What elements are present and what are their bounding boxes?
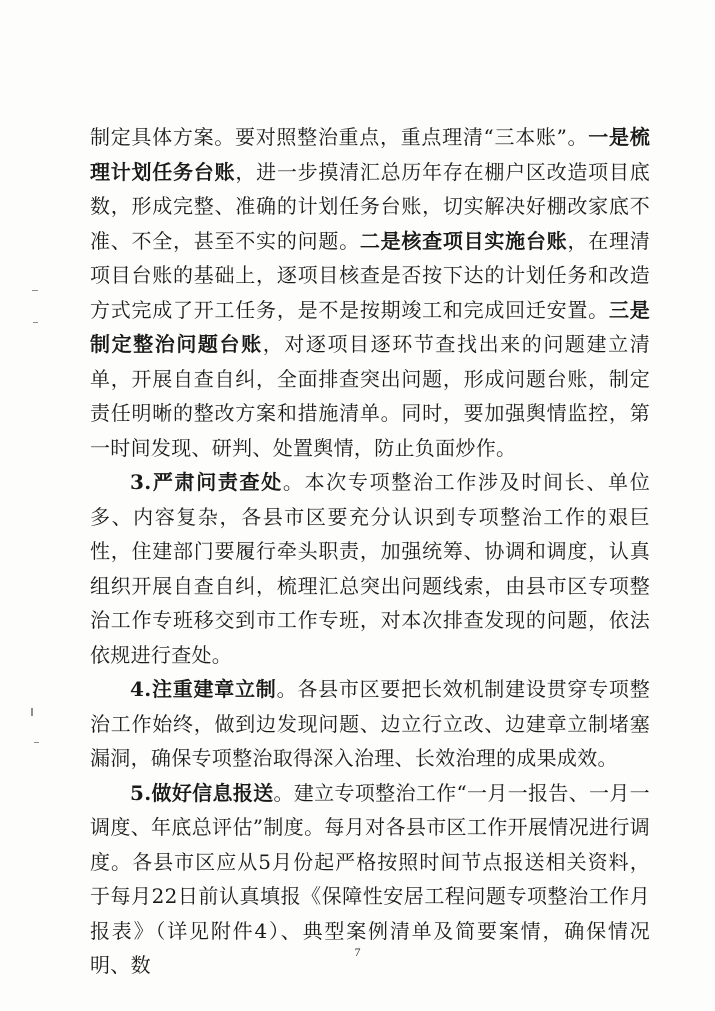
- text-run: ，在理清项目台账的基础上，逐项目核查是否按下达的计划任务和改造方式完成了开工任务，是不是按期竣工和完成回迁安置。: [90, 228, 651, 322]
- page-number: 7: [354, 945, 361, 959]
- section-heading-3: 3.严肃问责查处: [130, 470, 283, 494]
- text-run: 制定具体方案。要对照整治重点，重点理清“三本账”。: [90, 125, 589, 149]
- text-run: 。各县市区要把长效机制建设贯穿专项整治工作始终，做到边发现问题、边立行立改、边建章立制堵塞漏洞，确保专项整治取得深入治理、长效治理的成果成效。: [90, 677, 650, 770]
- section-heading-4: 4.注重建章立制: [130, 677, 277, 701]
- document-body: [90, 120, 650, 983]
- text-run: 。建立专项整治工作“一月一报告、一月一调度、年底总评估”制度。每月对各县市区工作开展情况进行调度。各县市区应从5月份起严格按照时间节点报送相关资料，于每月22日前认真填报《保障性安居工程问题专项整治工作月报表》（详见附件4）、典型案例清单及简要案情，确保情况明、数: [90, 780, 650, 977]
- scan-mark: [33, 322, 38, 323]
- scan-mark: [32, 290, 38, 291]
- paragraph-1: [90, 120, 650, 465]
- bold-heading-three: 三是制定整治问题台账: [90, 297, 650, 356]
- paragraph-3: [90, 672, 650, 776]
- text-run: ，对逐项目逐环节查找出来的问题建立清单，开展自查自纠，全面排查突出问题，形成问题台账，制定责任明晰的整改方案和措施清单。同时，要加强舆情监控，第一时间发现、研判、处置舆情，防止负面炒作。: [90, 332, 650, 460]
- text-run: ，进一步摸清汇总历年存在棚户区改造项目底数，形成完整、准确的计划任务台账，切实解决好棚改家底不准、不全，甚至不实的问题。: [90, 159, 651, 253]
- text-run: 。本次专项整治工作涉及时间长、单位多、内容复杂，各县市区要充分认识到专项整治工作的艰巨性，住建部门要履行牵头职责，加强统筹、协调和调度，认真组织开展自查自纠，梳理汇总突出问题线索，由县市区专项整治工作专班移交到市工作专班，对本次排查发现的问题，依法依规进行查处。: [90, 470, 650, 667]
- section-heading-5: 5.做好信息报送: [130, 780, 274, 805]
- bold-heading-one: 一是梳理计划任务台账: [90, 125, 650, 184]
- bold-heading-two: 二是核查项目实施台账: [359, 228, 568, 253]
- scan-mark: [31, 708, 33, 716]
- paragraph-2: [90, 465, 650, 672]
- scan-mark: [34, 742, 39, 743]
